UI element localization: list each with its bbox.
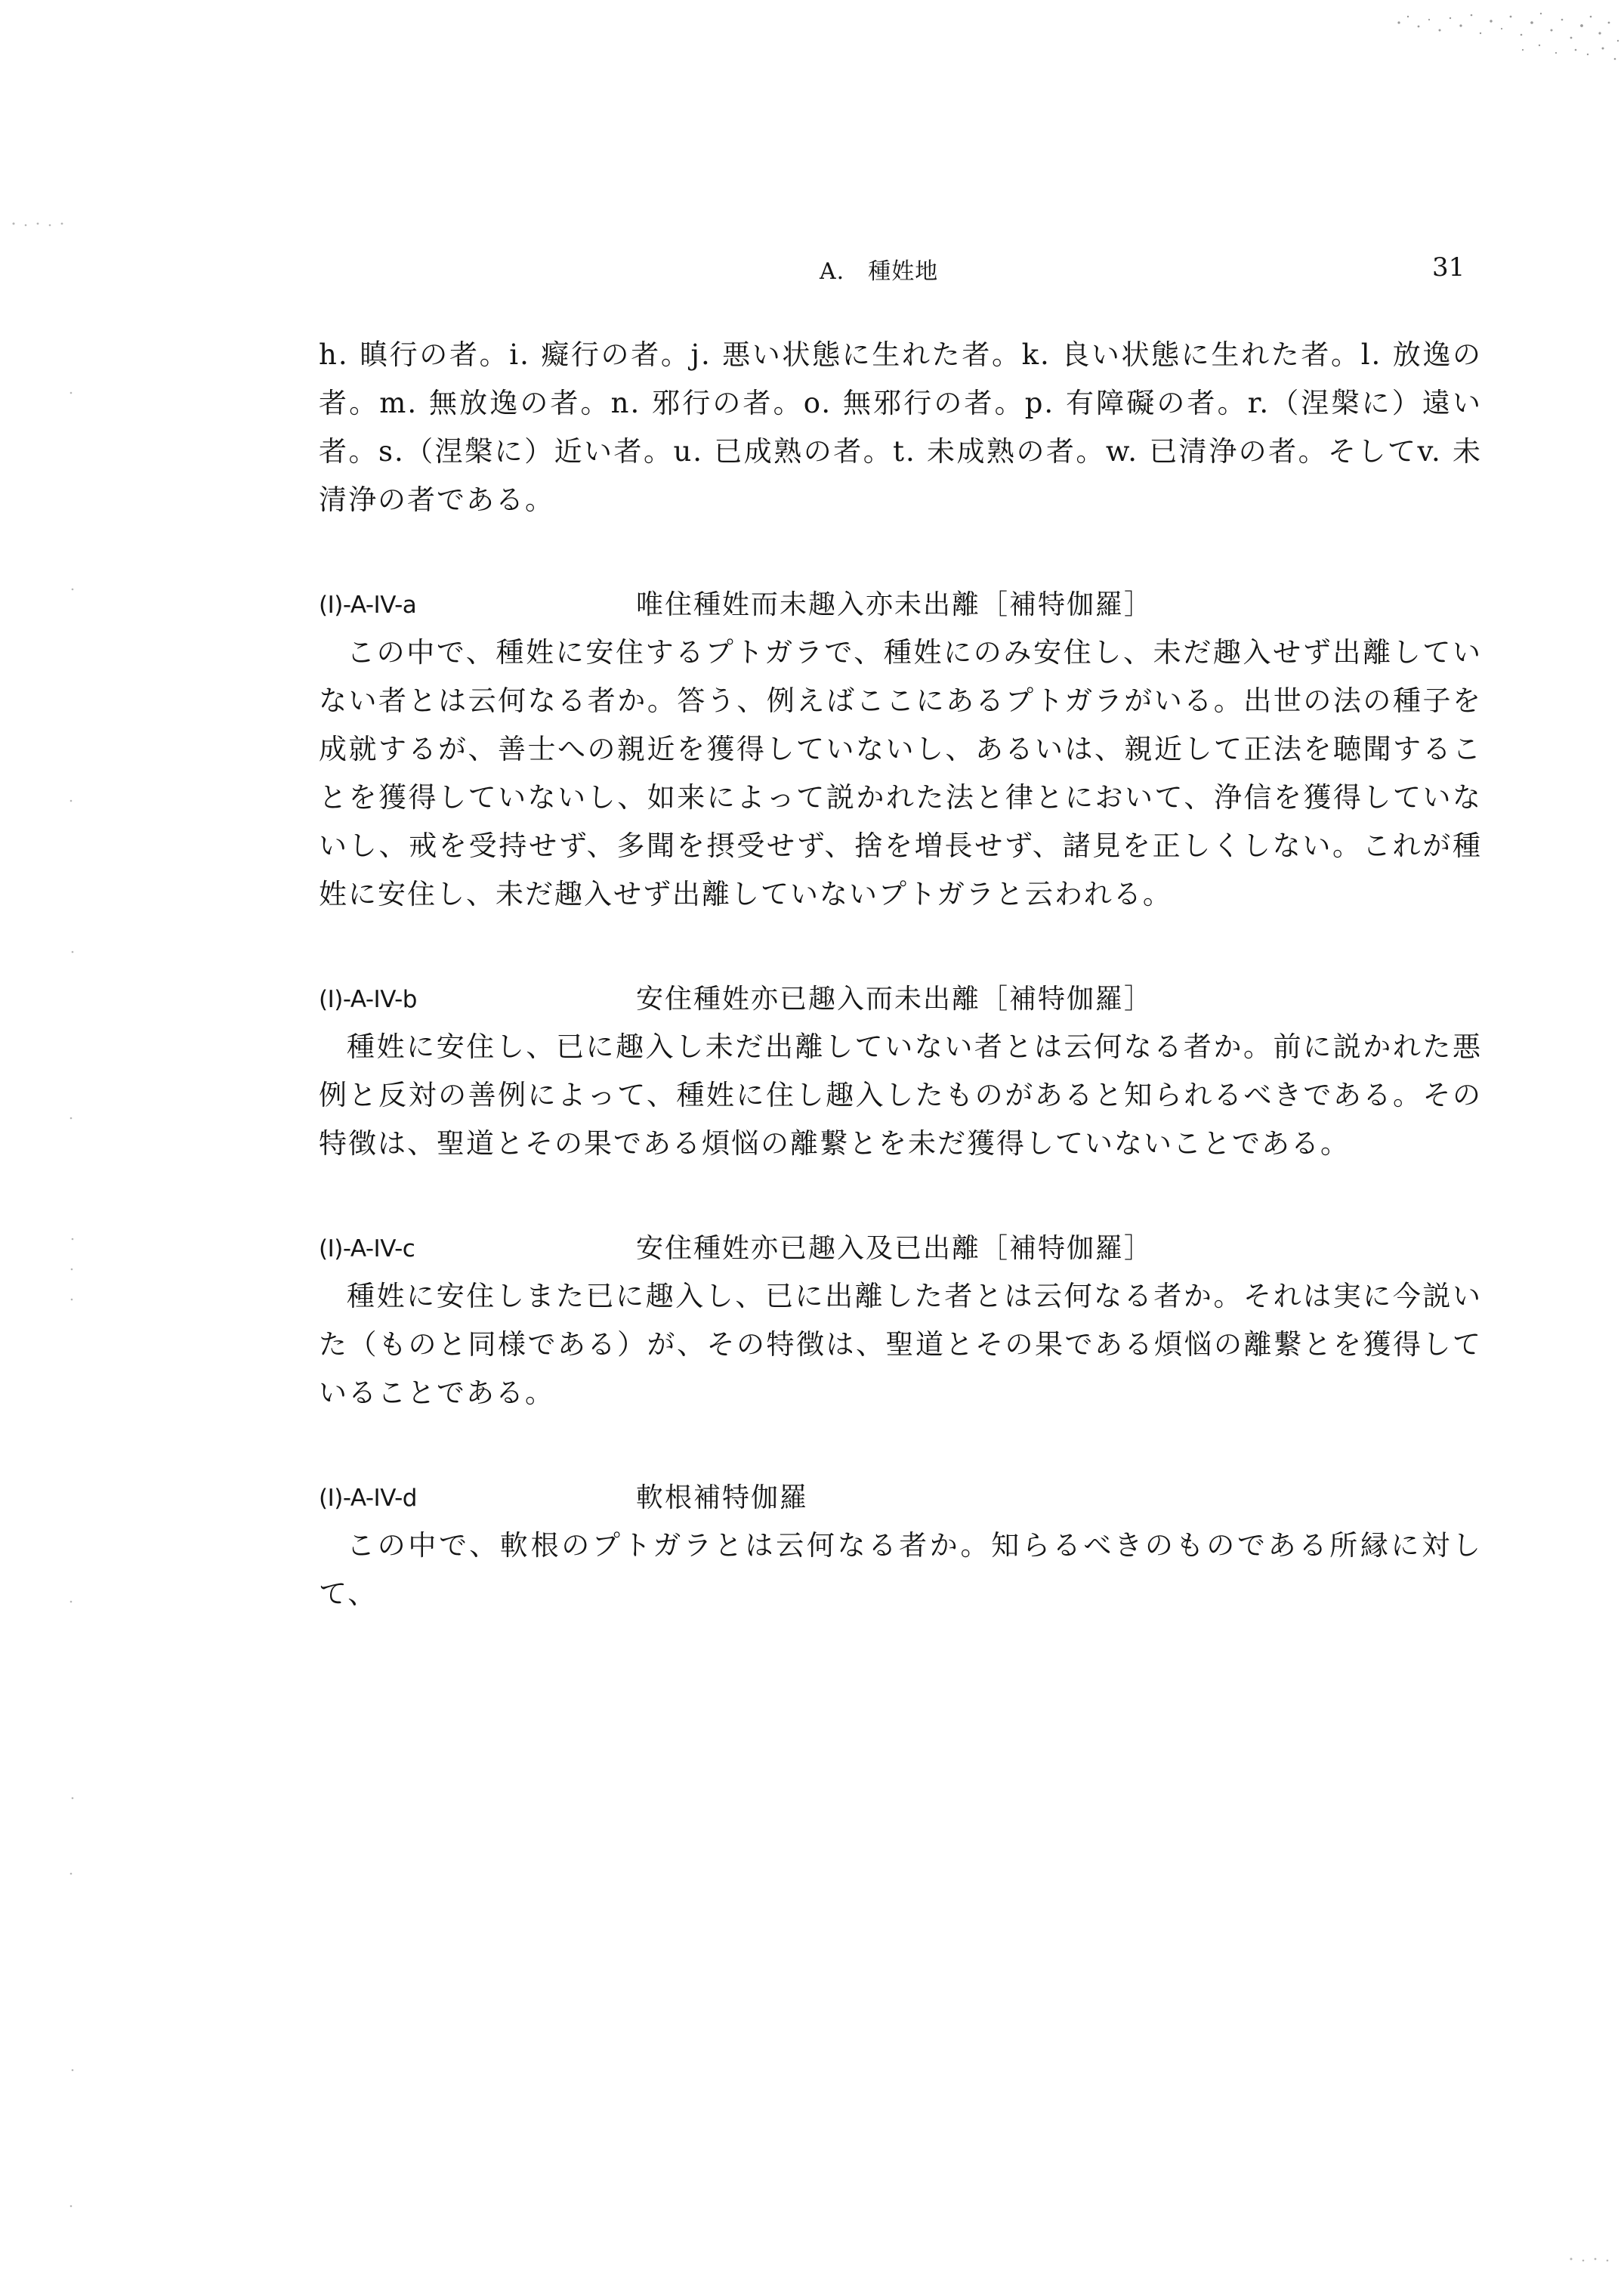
running-head <box>0 252 1624 289</box>
section-a-iv-d <box>319 1475 1482 1618</box>
section-title: 軟根補特伽羅 <box>636 1482 809 1513</box>
section-heading <box>319 976 1482 1023</box>
section-title: 安住種姓亦已趣入而未出離［補特伽羅］ <box>636 984 1153 1015</box>
section-code: (I)-A-IV-a <box>319 592 417 619</box>
section-paragraph: 種姓に安住し、已に趣入し未だ出離していない者とは云何なる者か。前に説かれた悪例と反対の善例によって、種姓に住し趣入したものがあると知られるべきである。その特徴は、聖道とその果である煩悩の離繋とを未だ獲得していないことである。 <box>319 1031 1482 1160</box>
section-paragraph: この中で、軟根のプトガラとは云何なる者か。知らるべきのものである所縁に対して、 <box>319 1529 1482 1610</box>
section-a-iv-b <box>319 976 1482 1168</box>
section-title: 安住種姓亦已趣入及已出離［補特伽羅］ <box>636 1233 1153 1264</box>
section-heading <box>319 1475 1482 1522</box>
section-a-iv-c <box>319 1225 1482 1417</box>
section-heading <box>319 1225 1482 1272</box>
section-a-iv-a <box>319 582 1482 919</box>
running-head-title: A. 種姓地 <box>820 258 939 285</box>
section-title: 唯住種姓而未趣入亦未出離［補特伽羅］ <box>636 589 1153 620</box>
section-code: (I)-A-IV-d <box>319 1485 417 1512</box>
section-paragraph: この中で、種姓に安住するプトガラで、種姓にのみ安住し、未だ趣入せず出離していない者とは云何なる者か。答う、例えばここにあるプトガラがいる。出世の法の種子を成就するが、善士への親近を獲得していないし、あるいは、親近して正法を聴聞することを獲得していないし、如来によって説かれた法と律とにおいて、浄信を獲得していないし、戒を受持せず、多聞を摂受せず、捨を増長せず、諸見を正しくしない。これが種姓に安住し、未だ趣入せず出離していないプトガラと云われる。 <box>319 636 1482 910</box>
body-text <box>319 331 1482 1618</box>
section-code: (I)-A-IV-c <box>319 1235 415 1262</box>
section-paragraph: 種姓に安住しまた已に趣入し、已に出離した者とは云何なる者か。それは実に今説いた（ものと同様である）が、その特徴は、聖道とその果である煩悩の離繋とを獲得していることである。 <box>319 1280 1482 1409</box>
opening-paragraph: h. 瞋行の者。i. 癡行の者。j. 悪い状態に生れた者。k. 良い状態に生れた者。l. 放逸の者。m. 無放逸の者。n. 邪行の者。o. 無邪行の者。p. 有障礙の者。r.（涅槃に）遠い者。s.（涅槃に）近い者。u. 已成熟の者。t. 未成熟の者。w. 已清浄の者。そしてv. 未清浄の者である。 <box>319 338 1482 516</box>
page-number: 31 <box>1432 252 1465 283</box>
section-heading <box>319 582 1482 629</box>
scan-speckle-noise <box>1390 0 1624 76</box>
section-code: (I)-A-IV-b <box>319 986 417 1013</box>
